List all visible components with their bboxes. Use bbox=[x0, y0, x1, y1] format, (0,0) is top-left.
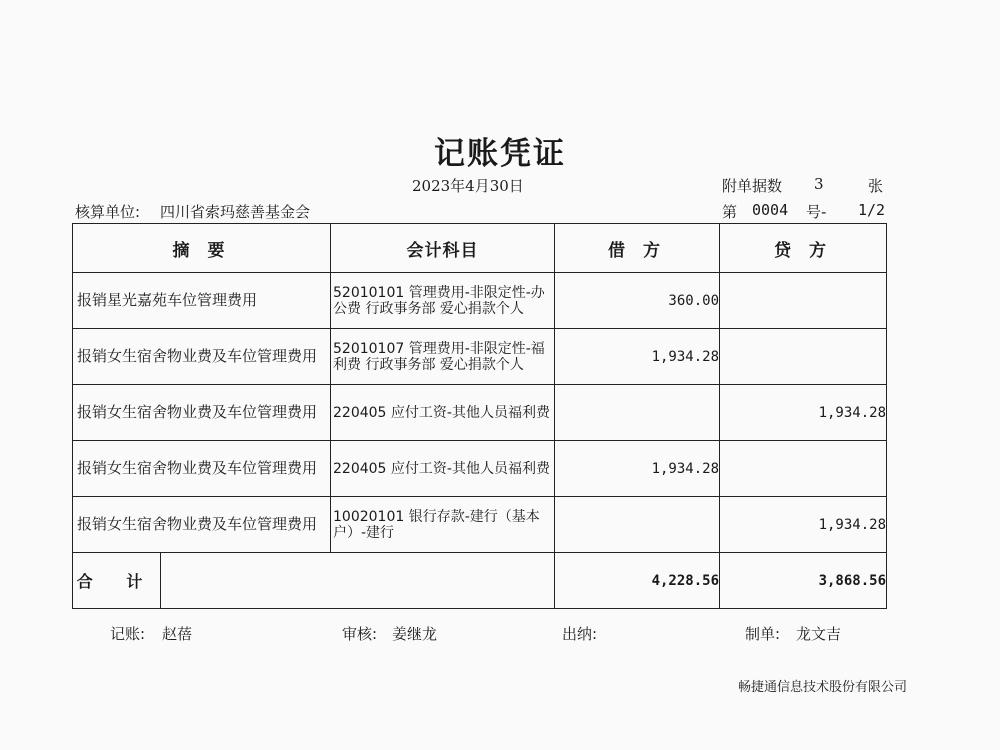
software-company: 畅捷通信息技术股份有限公司 bbox=[738, 680, 908, 695]
bookkeeper-name: 赵蓓 bbox=[162, 625, 193, 643]
voucher-table bbox=[72, 223, 887, 609]
attachments-unit: 张 bbox=[868, 177, 884, 195]
entry-account: 52010107 管理费用-非限定性-福利费 行政事务部 爱心捐款个人 bbox=[333, 340, 545, 373]
preparer-label: 制单: bbox=[745, 625, 781, 643]
total-credit: 3,868.56 bbox=[720, 553, 887, 609]
table-row bbox=[73, 497, 887, 553]
accounting-unit-value: 四川省索玛慈善基金会 bbox=[160, 203, 311, 221]
entry-credit: 1,934.28 bbox=[720, 385, 887, 441]
entry-account: 220405 应付工资-其他人员福利费 bbox=[333, 404, 550, 421]
entry-account: 10020101 银行存款-建行（基本户）-建行 bbox=[333, 508, 540, 541]
entry-debit bbox=[555, 497, 720, 553]
entry-debit bbox=[555, 385, 720, 441]
table-row bbox=[73, 441, 887, 497]
total-row bbox=[73, 553, 887, 609]
voucher-number: 0004 bbox=[752, 201, 789, 219]
entry-account: 52010101 管理费用-非限定性-办公费 行政事务部 爱心捐款个人 bbox=[333, 284, 545, 317]
voucher-page-number: 1/2 bbox=[858, 201, 886, 219]
table-row bbox=[73, 329, 887, 385]
entry-summary: 报销女生宿舍物业费及车位管理费用 bbox=[77, 347, 318, 365]
preparer-name: 龙文吉 bbox=[796, 625, 842, 643]
voucher-date: 2023年4月30日 bbox=[412, 177, 524, 195]
entry-debit: 360.00 bbox=[555, 273, 720, 329]
entry-summary: 报销星光嘉苑车位管理费用 bbox=[77, 291, 258, 309]
header-summary: 摘 要 bbox=[73, 224, 331, 273]
table-row bbox=[73, 273, 887, 329]
reviewer-name: 姜继龙 bbox=[392, 625, 438, 643]
table-row bbox=[73, 385, 887, 441]
attachments-count: 3 bbox=[814, 175, 824, 193]
entry-credit: 1,934.28 bbox=[720, 497, 887, 553]
entry-summary: 报销女生宿舍物业费及车位管理费用 bbox=[77, 459, 318, 477]
entry-debit: 1,934.28 bbox=[555, 329, 720, 385]
header-account: 会计科目 bbox=[331, 224, 555, 273]
voucher-number-suffix: 号- bbox=[806, 203, 827, 221]
entry-credit bbox=[720, 329, 887, 385]
total-label: 合 计 bbox=[73, 553, 161, 608]
entry-account: 220405 应付工资-其他人员福利费 bbox=[333, 460, 550, 477]
voucher-title: 记账凭证 bbox=[434, 136, 566, 172]
accounting-unit-label: 核算单位: bbox=[75, 203, 141, 221]
entry-credit bbox=[720, 273, 887, 329]
bookkeeper-label: 记账: bbox=[110, 625, 146, 643]
entry-summary: 报销女生宿舍物业费及车位管理费用 bbox=[77, 515, 318, 533]
cashier-label: 出纳: bbox=[562, 625, 598, 643]
total-blank bbox=[161, 553, 554, 608]
header-row bbox=[73, 224, 887, 273]
header-debit: 借 方 bbox=[555, 224, 720, 273]
header-credit: 贷 方 bbox=[720, 224, 887, 273]
entry-debit: 1,934.28 bbox=[555, 441, 720, 497]
entry-credit bbox=[720, 441, 887, 497]
reviewer-label: 审核: bbox=[342, 625, 378, 643]
entry-summary: 报销女生宿舍物业费及车位管理费用 bbox=[77, 403, 318, 421]
attachments-label: 附单据数 bbox=[722, 177, 783, 195]
total-debit: 4,228.56 bbox=[555, 553, 720, 609]
voucher-number-prefix: 第 bbox=[722, 203, 738, 221]
